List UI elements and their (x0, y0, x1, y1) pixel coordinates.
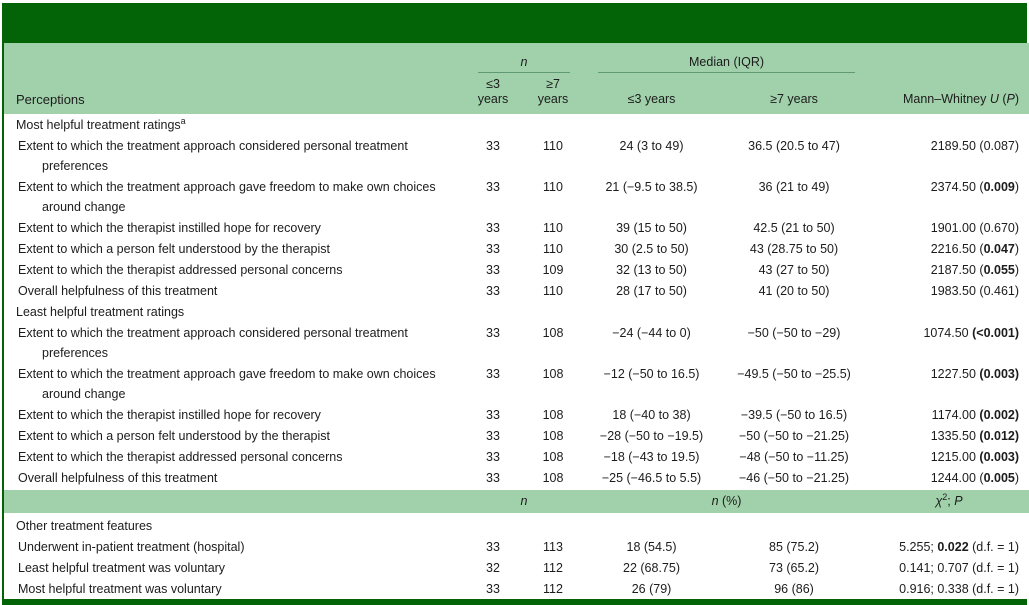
header-group-row (4, 43, 1029, 73)
stat-text: 5.255; (899, 540, 938, 554)
cell-value-le3: 32 (13 to 50) (584, 259, 719, 280)
stat-text: 2189.50 (0.087) (930, 139, 1020, 153)
stat-text: 1335.50 (930, 429, 980, 443)
cell-n-ge7: 112 (522, 557, 584, 578)
cell-value-le3: 21 (−9.5 to 38.5) (584, 176, 719, 217)
row-label: Extent to which the therapist instilled hope for recovery (18, 408, 321, 422)
stat-text: 2187.50 ( (930, 263, 984, 277)
cell-value-ge7: −49.5 (−50 to −25.5) (719, 363, 869, 404)
cell-value-ge7: −48 (−50 to −11.25) (719, 446, 869, 467)
stat-text-end: ) (1014, 263, 1020, 277)
row-label-cell (4, 578, 464, 599)
chi-separator: ; (947, 494, 955, 508)
row-label-cell (4, 425, 464, 446)
header-spacer (4, 43, 464, 73)
stat-significant-p: 0.005 (983, 471, 1015, 485)
cell-statistic (869, 280, 1029, 301)
n-ge7-column-header (522, 73, 584, 114)
stat-significant-p: (0.003) (979, 367, 1020, 381)
cell-value-le3: 39 (15 to 50) (584, 217, 719, 238)
cell-statistic (869, 363, 1029, 404)
mann-label-u: U (989, 92, 999, 106)
mann-label-p: P (1006, 92, 1015, 106)
table-row (4, 425, 1029, 446)
n-le3-column-header (464, 73, 522, 114)
cell-value-ge7: 42.5 (21 to 50) (719, 217, 869, 238)
section-header-row (4, 114, 1029, 135)
stat-text: 1244.00 ( (930, 471, 984, 485)
cell-n-le3: 33 (464, 578, 522, 599)
cell-value-ge7: −50 (−50 to −21.25) (719, 425, 869, 446)
table-row (4, 322, 1029, 363)
stat-significant-p: (0.002) (979, 408, 1020, 422)
n-ge7-line1: ≥7 (546, 77, 560, 91)
perceptions-column-header: Perceptions (4, 73, 464, 114)
cell-n-ge7: 108 (522, 363, 584, 404)
section-header-row (4, 514, 1029, 536)
row-label-cell (4, 322, 464, 363)
stat-text: 2216.50 ( (930, 242, 984, 256)
cell-value-le3: 26 (79) (584, 578, 719, 599)
header-column-row (4, 73, 1029, 114)
row-label-cell (4, 363, 464, 404)
row-label-cell (4, 557, 464, 578)
row-label-cell (4, 536, 464, 557)
mid-npct-header (584, 489, 869, 514)
cell-value-ge7: 43 (28.75 to 50) (719, 238, 869, 259)
cell-statistic (869, 322, 1029, 363)
n-ge7-line2: years (537, 92, 569, 106)
cell-n-le3: 33 (464, 467, 522, 489)
median-ge7-column-header: ≥7 years (719, 73, 869, 114)
cell-n-le3: 33 (464, 322, 522, 363)
cell-value-le3: −28 (−50 to −19.5) (584, 425, 719, 446)
cell-value-le3: 28 (17 to 50) (584, 280, 719, 301)
table-row (4, 259, 1029, 280)
chi-symbol: χ (935, 494, 943, 508)
stat-text: 0.916; 0.338 (d.f. = 1) (899, 582, 1020, 596)
cell-n-ge7: 110 (522, 176, 584, 217)
n-le3-line2: years (477, 92, 509, 106)
section-title: Least helpful treatment ratings (16, 305, 185, 319)
table-row (4, 557, 1029, 578)
row-label: Extent to which the therapist addressed personal concerns (18, 263, 343, 277)
cell-n-le3: 33 (464, 217, 522, 238)
mid-chi-header (869, 489, 1029, 514)
cell-value-ge7: 36 (21 to 49) (719, 176, 869, 217)
stat-text: 1983.50 (0.461) (930, 284, 1020, 298)
row-label: Extent to which the therapist instilled hope for recovery (18, 221, 321, 235)
cell-statistic (869, 238, 1029, 259)
cell-n-ge7: 108 (522, 322, 584, 363)
cell-statistic (869, 217, 1029, 238)
cell-value-ge7: 36.5 (20.5 to 47) (719, 135, 869, 176)
cell-statistic (869, 176, 1029, 217)
cell-value-ge7: 96 (86) (719, 578, 869, 599)
table-row (4, 217, 1029, 238)
table-row (4, 536, 1029, 557)
mid-n-header (464, 489, 584, 514)
median-group-label: Median (IQR) (598, 55, 855, 73)
cell-n-le3: 33 (464, 135, 522, 176)
table-row (4, 280, 1029, 301)
section-header-label (4, 114, 1029, 135)
cell-n-le3: 33 (464, 404, 522, 425)
stat-text-end: (d.f. = 1) (968, 540, 1020, 554)
stat-significant-p: 0.009 (983, 180, 1015, 194)
cell-n-ge7: 110 (522, 217, 584, 238)
n-group-header (464, 43, 584, 73)
cell-value-le3: 18 (54.5) (584, 536, 719, 557)
statistics-table (2, 3, 1027, 605)
mann-label-text: Mann–Whitney (902, 92, 990, 106)
cell-value-le3: 18 (−40 to 38) (584, 404, 719, 425)
table-header (4, 43, 1029, 114)
mann-label-paren-open: ( (998, 92, 1007, 106)
n-le3-line1: ≤3 (486, 77, 500, 91)
mid-section-header-row (4, 489, 1029, 514)
row-label-cell (4, 176, 464, 217)
cell-n-ge7: 110 (522, 280, 584, 301)
stat-significant-p: (0.012) (979, 429, 1020, 443)
cell-value-ge7: −46 (−50 to −21.25) (719, 467, 869, 489)
section-title: Other treatment features (16, 519, 153, 533)
stat-text: 1074.50 (923, 326, 973, 340)
cell-n-le3: 33 (464, 425, 522, 446)
cell-n-ge7: 108 (522, 404, 584, 425)
cell-statistic (869, 446, 1029, 467)
cell-value-ge7: −39.5 (−50 to 16.5) (719, 404, 869, 425)
table-row (4, 238, 1029, 259)
cell-statistic (869, 557, 1029, 578)
mid-n-label: n (520, 494, 528, 508)
row-label: Underwent in-patient treatment (hospital) (18, 540, 245, 554)
row-label-cell (4, 217, 464, 238)
section-header-row (4, 301, 1029, 322)
chi-exponent: 2 (942, 491, 948, 502)
cell-n-ge7: 110 (522, 238, 584, 259)
table-body (4, 114, 1029, 599)
cell-value-le3: −24 (−44 to 0) (584, 322, 719, 363)
table-row (4, 578, 1029, 599)
footnote-marker: a (180, 115, 186, 126)
table-title-bar (4, 3, 1025, 43)
section-title: Most helpful treatment ratings (16, 118, 181, 132)
row-label-cell (4, 404, 464, 425)
cell-statistic (869, 425, 1029, 446)
mid-npct-rest: (%) (718, 494, 742, 508)
stat-significant-p: (0.003) (979, 450, 1020, 464)
cell-value-ge7: 85 (75.2) (719, 536, 869, 557)
row-label: Extent to which the treatment approach considered personal treatment preferences (18, 326, 408, 360)
mann-whitney-column-header (869, 73, 1029, 114)
mann-label-paren-close: ) (1014, 92, 1020, 106)
cell-value-ge7: 73 (65.2) (719, 557, 869, 578)
cell-value-le3: −12 (−50 to 16.5) (584, 363, 719, 404)
mid-npct-n: n (711, 494, 719, 508)
cell-n-le3: 33 (464, 238, 522, 259)
row-label-cell (4, 238, 464, 259)
row-label-cell (4, 280, 464, 301)
row-label: Extent to which a person felt understood by the therapist (18, 429, 330, 443)
cell-n-le3: 33 (464, 363, 522, 404)
row-label: Extent to which the treatment approach gave freedom to make own choices around change (18, 180, 436, 214)
row-label: Overall helpfulness of this treatment (18, 471, 218, 485)
row-label: Extent to which a person felt understood by the therapist (18, 242, 330, 256)
cell-n-le3: 33 (464, 446, 522, 467)
row-label-cell (4, 446, 464, 467)
median-group-header (584, 43, 869, 73)
row-label: Extent to which the treatment approach considered personal treatment preferences (18, 139, 408, 173)
section-header-label (4, 301, 1029, 322)
stat-text-end: ) (1014, 242, 1020, 256)
cell-statistic (869, 135, 1029, 176)
cell-statistic (869, 578, 1029, 599)
mid-spacer (4, 489, 464, 514)
cell-n-ge7: 108 (522, 446, 584, 467)
cell-value-ge7: −50 (−50 to −29) (719, 322, 869, 363)
cell-value-le3: 30 (2.5 to 50) (584, 238, 719, 259)
stat-text: 2374.50 ( (930, 180, 984, 194)
stat-significant-p: 0.055 (983, 263, 1015, 277)
row-label: Least helpful treatment was voluntary (18, 561, 226, 575)
cell-n-ge7: 109 (522, 259, 584, 280)
stat-text: 1215.00 (930, 450, 980, 464)
cell-statistic (869, 259, 1029, 280)
cell-value-ge7: 41 (20 to 50) (719, 280, 869, 301)
cell-n-ge7: 108 (522, 425, 584, 446)
row-label-cell (4, 135, 464, 176)
table-row (4, 176, 1029, 217)
median-le3-column-header: ≤3 years (584, 73, 719, 114)
section-header-label (4, 514, 1029, 536)
cell-n-le3: 32 (464, 557, 522, 578)
cell-statistic (869, 467, 1029, 489)
cell-statistic (869, 536, 1029, 557)
cell-n-le3: 33 (464, 280, 522, 301)
n-group-label: n (478, 55, 570, 73)
cell-n-ge7: 112 (522, 578, 584, 599)
table-row (4, 446, 1029, 467)
table-row (4, 363, 1029, 404)
cell-n-le3: 33 (464, 259, 522, 280)
header-spacer (869, 43, 1029, 73)
stat-text: 1174.00 (931, 408, 980, 422)
cell-statistic (869, 404, 1029, 425)
stat-significant-p: 0.022 (937, 540, 969, 554)
row-label: Extent to which the treatment approach gave freedom to make own choices around change (18, 367, 436, 401)
stat-significant-p: (<0.001) (972, 326, 1020, 340)
cell-n-ge7: 110 (522, 135, 584, 176)
stat-text-end: ) (1014, 471, 1020, 485)
table-row (4, 404, 1029, 425)
stat-text: 1901.00 (0.670) (930, 221, 1020, 235)
row-label: Most helpful treatment was voluntary (18, 582, 222, 596)
row-label-cell (4, 467, 464, 489)
stat-text: 1227.50 (930, 367, 980, 381)
cell-value-le3: 24 (3 to 49) (584, 135, 719, 176)
table-row (4, 135, 1029, 176)
cell-value-le3: −18 (−43 to 19.5) (584, 446, 719, 467)
stat-text: 0.141; 0.707 (d.f. = 1) (899, 561, 1020, 575)
stat-text-end: ) (1014, 180, 1020, 194)
cell-value-le3: 22 (68.75) (584, 557, 719, 578)
table-row (4, 467, 1029, 489)
row-label: Overall helpfulness of this treatment (18, 284, 218, 298)
chi-p-label: P (954, 494, 963, 508)
stat-significant-p: 0.047 (983, 242, 1015, 256)
cell-n-le3: 33 (464, 176, 522, 217)
cell-n-ge7: 113 (522, 536, 584, 557)
cell-value-le3: −25 (−46.5 to 5.5) (584, 467, 719, 489)
cell-n-le3: 33 (464, 536, 522, 557)
cell-value-ge7: 43 (27 to 50) (719, 259, 869, 280)
cell-n-ge7: 108 (522, 467, 584, 489)
row-label-cell (4, 259, 464, 280)
row-label: Extent to which the therapist addressed personal concerns (18, 450, 343, 464)
perceptions-table (4, 43, 1029, 599)
